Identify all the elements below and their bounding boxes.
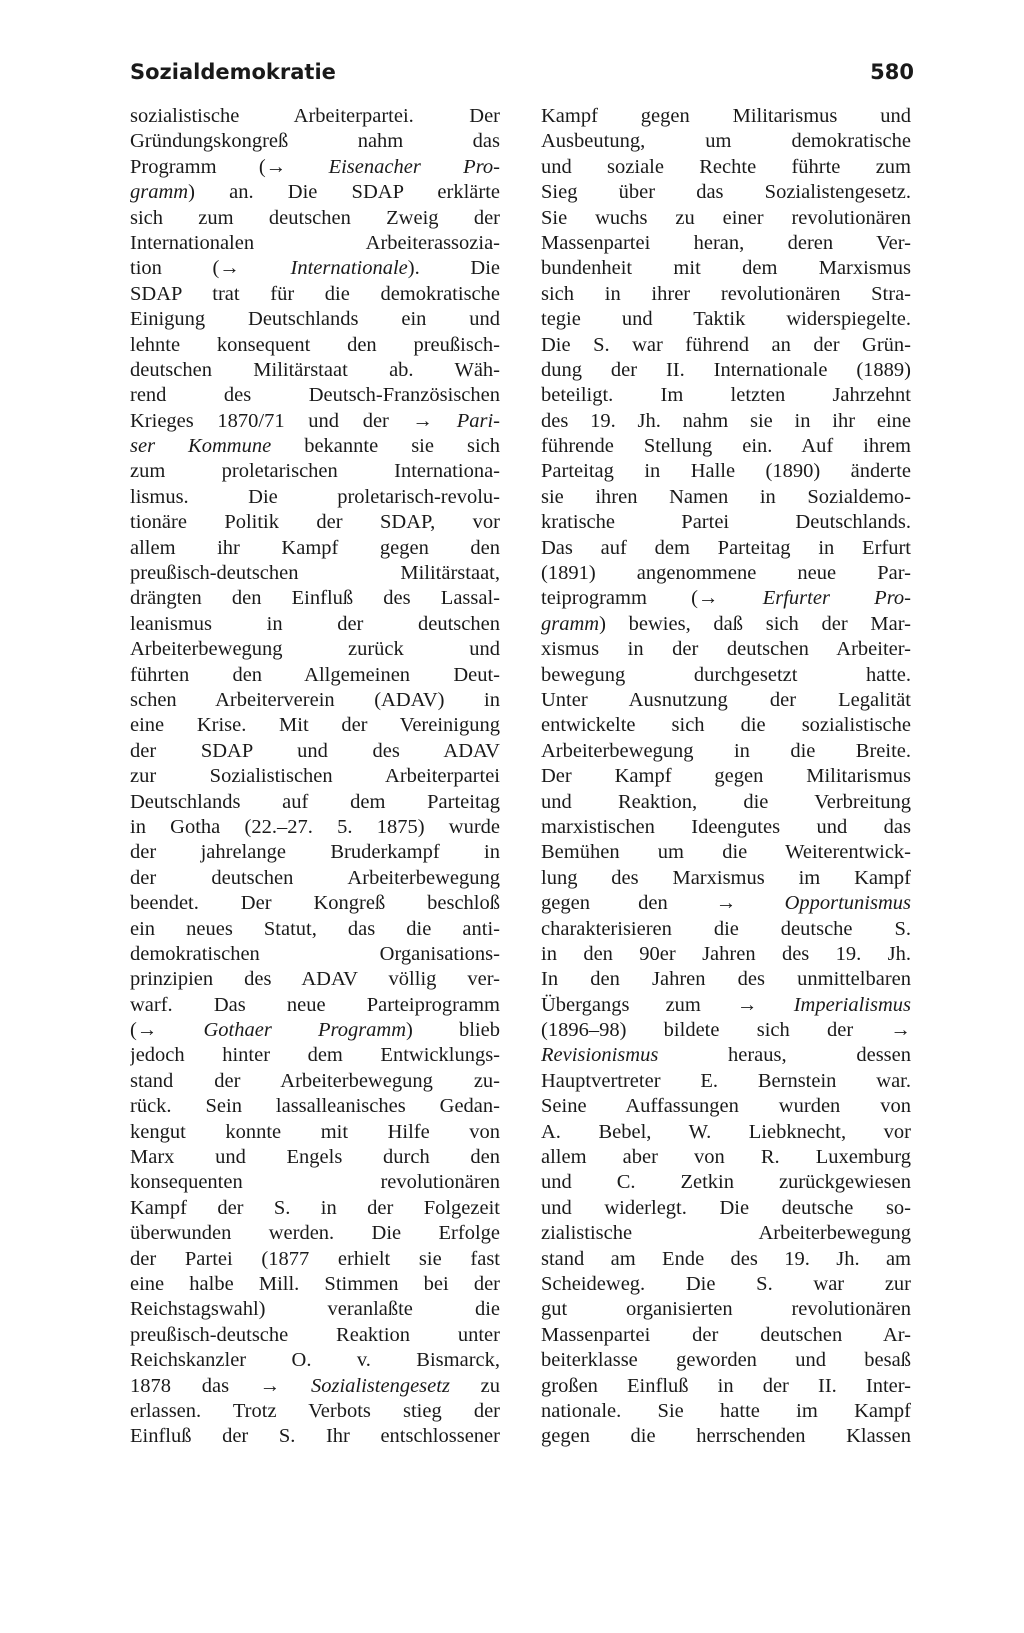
right-column-line: Massenpartei der deutschen Ar-: [541, 1323, 911, 1346]
left-column-line: eine halbe Mill. Stimmen bei der: [130, 1272, 500, 1295]
left-column-line: Gründungskongreß nahm das: [130, 130, 500, 153]
right-column-line: teiprogramm (→ Erfurter Pro-: [541, 587, 911, 610]
right-column-line: (1896–98) bildete sich der →: [541, 1019, 911, 1042]
right-column-line: stand am Ende des 19. Jh. am: [541, 1247, 911, 1270]
left-column-line: sozialistische Arbeiterpartei. Der: [130, 105, 500, 127]
right-column-line: dung der II. Internationale (1889): [541, 358, 911, 381]
right-column-line: Bemühen um die Weiterentwick-: [541, 841, 911, 864]
left-column-line: Deutschlands auf dem Parteitag: [130, 790, 500, 813]
left-column-line: lehnte konsequent den preußisch-: [130, 333, 500, 356]
left-column-line: drängten den Einfluß des Lassal-: [130, 587, 500, 610]
right-column-line: beteiligt. Im letzten Jahrzehnt: [541, 384, 911, 407]
left-column-line: SDAP trat für die demokratische: [130, 282, 500, 305]
right-column-line: lung des Marxismus im Kampf: [541, 866, 911, 889]
right-column-line: In den Jahren des unmittelbaren: [541, 968, 911, 991]
right-column-line: bundenheit mit dem Marxismus: [541, 257, 911, 280]
right-column-line: allem aber von R. Luxemburg: [541, 1146, 911, 1169]
right-column-line: und Reaktion, die Verbreitung: [541, 790, 911, 813]
left-column-line: lismus. Die proletarisch-revolu-: [130, 485, 500, 508]
page-title: Sozialdemokratie: [130, 60, 336, 84]
right-column-line: bewegung durchgesetzt hatte.: [541, 663, 911, 686]
left-column-line: in Gotha (22.–27. 5. 1875) wurde: [130, 815, 500, 838]
right-column-line: Seine Auffassungen wurden von: [541, 1095, 911, 1118]
left-column-line: der SDAP und des ADAV: [130, 739, 500, 762]
right-column-line: Unter Ausnutzung der Legalität: [541, 688, 911, 711]
left-column-line: Arbeiterbewegung zurück und: [130, 638, 500, 661]
left-column-line: tionäre Politik der SDAP, vor: [130, 511, 500, 534]
left-column-line: ser Kommune bekannte sie sich: [130, 435, 500, 458]
right-column-line: Der Kampf gegen Militarismus: [541, 765, 911, 788]
left-column-line: 1878 das → Sozialistengesetz zu: [130, 1374, 500, 1397]
left-column-line: tion (→ Internationale). Die: [130, 257, 500, 280]
right-column-line: beiterklasse geworden und besaß: [541, 1349, 911, 1372]
right-column-line: charakterisieren die deutsche S.: [541, 917, 911, 940]
right-column-line: führende Stellung ein. Auf ihrem: [541, 435, 911, 458]
left-column-line: deutschen Militärstaat ab. Wäh-: [130, 358, 500, 381]
right-column-line: Übergangs zum → Imperialismus: [541, 993, 911, 1016]
left-column-line: warf. Das neue Parteiprogramm: [130, 993, 500, 1016]
right-column-line: großen Einfluß in der II. Inter-: [541, 1374, 911, 1397]
left-column-line: preußisch-deutschen Militärstaat,: [130, 562, 500, 585]
left-column-line: Reichstagswahl) veranlaßte die: [130, 1298, 500, 1321]
left-column-line: gramm) an. Die SDAP erklärte: [130, 181, 500, 204]
left-column-line: leanismus in der deutschen: [130, 612, 500, 635]
left-column-line: der deutschen Arbeiterbewegung: [130, 866, 500, 889]
right-column-line: gramm) bewies, daß sich der Mar-: [541, 612, 911, 635]
page-number: 580: [870, 60, 914, 84]
left-column-line: (→ Gothaer Programm) blieb: [130, 1019, 500, 1042]
right-column-line: zialistische Arbeiterbewegung: [541, 1222, 911, 1245]
right-column-line: entwickelte sich die sozialistische: [541, 714, 911, 737]
right-column-line: Ausbeutung, um demokratische: [541, 130, 911, 153]
right-column-line: nationale. Sie hatte im Kampf: [541, 1399, 911, 1422]
left-column-line: kengut konnte mit Hilfe von: [130, 1120, 500, 1143]
left-column-line: rend des Deutsch-Französischen: [130, 384, 500, 407]
left-text-column: [130, 104, 500, 1450]
left-column-line: Reichskanzler O. v. Bismarck,: [130, 1349, 500, 1372]
right-column-line: und widerlegt. Die deutsche so-: [541, 1196, 911, 1219]
right-column-line: (1891) angenommene neue Par-: [541, 562, 911, 585]
right-column-line: Die S. war führend an der Grün-: [541, 333, 911, 356]
right-column-line: Arbeiterbewegung in die Breite.: [541, 739, 911, 762]
right-column-line: gut organisierten revolutionären: [541, 1298, 911, 1321]
left-column-line: demokratischen Organisations-: [130, 942, 500, 965]
right-column-line: sie ihren Namen in Sozialdemo-: [541, 485, 911, 508]
left-column-line: Marx und Engels durch den: [130, 1146, 500, 1169]
left-column-line: zur Sozialistischen Arbeiterpartei: [130, 765, 500, 788]
left-column-line: zum proletarischen Internationa-: [130, 460, 500, 483]
left-column-line: der Partei (1877 erhielt sie fast: [130, 1247, 500, 1270]
right-column-line: Hauptvertreter E. Bernstein war.: [541, 1069, 911, 1092]
left-column-line: rück. Sein lassalleanisches Gedan-: [130, 1095, 500, 1118]
left-column-line: allem ihr Kampf gegen den: [130, 536, 500, 559]
right-column-line: und C. Zetkin zurückgewiesen: [541, 1171, 911, 1194]
right-column-line: A. Bebel, W. Liebknecht, vor: [541, 1120, 911, 1143]
left-column-line: schen Arbeiterverein (ADAV) in: [130, 688, 500, 711]
right-column-line: und soziale Rechte führte zum: [541, 155, 911, 178]
right-text-column: [541, 104, 911, 1450]
left-column-line: Einfluß der S. Ihr entschlossener: [130, 1425, 500, 1448]
left-column-line: Einigung Deutschlands ein und: [130, 308, 500, 331]
left-column-line: konsequenten revolutionären: [130, 1171, 500, 1194]
left-column-line: Krieges 1870/71 und der → Pari-: [130, 409, 500, 432]
right-column-line: Scheideweg. Die S. war zur: [541, 1272, 911, 1295]
right-column-line: Massenpartei heran, deren Ver-: [541, 231, 911, 254]
left-column-line: prinzipien des ADAV völlig ver-: [130, 968, 500, 991]
running-header: [130, 54, 914, 90]
left-column-line: erlassen. Trotz Verbots stieg der: [130, 1399, 500, 1422]
left-column-line: überwunden werden. Die Erfolge: [130, 1222, 500, 1245]
right-column-line: xismus in der deutschen Arbeiter-: [541, 638, 911, 661]
right-column-line: in den 90er Jahren des 19. Jh.: [541, 942, 911, 965]
left-column-line: jedoch hinter dem Entwicklungs-: [130, 1044, 500, 1067]
right-column-line: gegen den → Opportunismus: [541, 892, 911, 915]
right-column-line: des 19. Jh. nahm sie in ihr eine: [541, 409, 911, 432]
left-column-line: ein neues Statut, das die anti-: [130, 917, 500, 940]
left-column-line: preußisch-deutsche Reaktion unter: [130, 1323, 500, 1346]
left-column-line: stand der Arbeiterbewegung zu-: [130, 1069, 500, 1092]
right-column-line: Sie wuchs zu einer revolutionären: [541, 206, 911, 229]
right-column-line: Das auf dem Parteitag in Erfurt: [541, 536, 911, 559]
left-column-line: eine Krise. Mit der Vereinigung: [130, 714, 500, 737]
right-column-line: gegen die herrschenden Klassen: [541, 1425, 911, 1448]
left-column-line: Programm (→ Eisenacher Pro-: [130, 155, 500, 178]
right-column-line: kratische Partei Deutschlands.: [541, 511, 911, 534]
right-column-line: Sieg über das Sozialistengesetz.: [541, 181, 911, 204]
left-column-line: Internationalen Arbeiterassozia-: [130, 231, 500, 254]
left-column-line: beendet. Der Kongreß beschloß: [130, 892, 500, 915]
left-column-line: führten den Allgemeinen Deut-: [130, 663, 500, 686]
right-column-line: Parteitag in Halle (1890) änderte: [541, 460, 911, 483]
right-column-line: marxistischen Ideengutes und das: [541, 815, 911, 838]
left-column-line: sich zum deutschen Zweig der: [130, 206, 500, 229]
right-column-line: tegie und Taktik widerspiegelte.: [541, 308, 911, 331]
left-column-line: der jahrelange Bruderkampf in: [130, 841, 500, 864]
right-column-line: sich in ihrer revolutionären Stra-: [541, 282, 911, 305]
right-column-line: Revisionismus heraus, dessen: [541, 1044, 911, 1067]
left-column-line: Kampf der S. in der Folgezeit: [130, 1196, 500, 1219]
right-column-line: Kampf gegen Militarismus und: [541, 105, 911, 127]
